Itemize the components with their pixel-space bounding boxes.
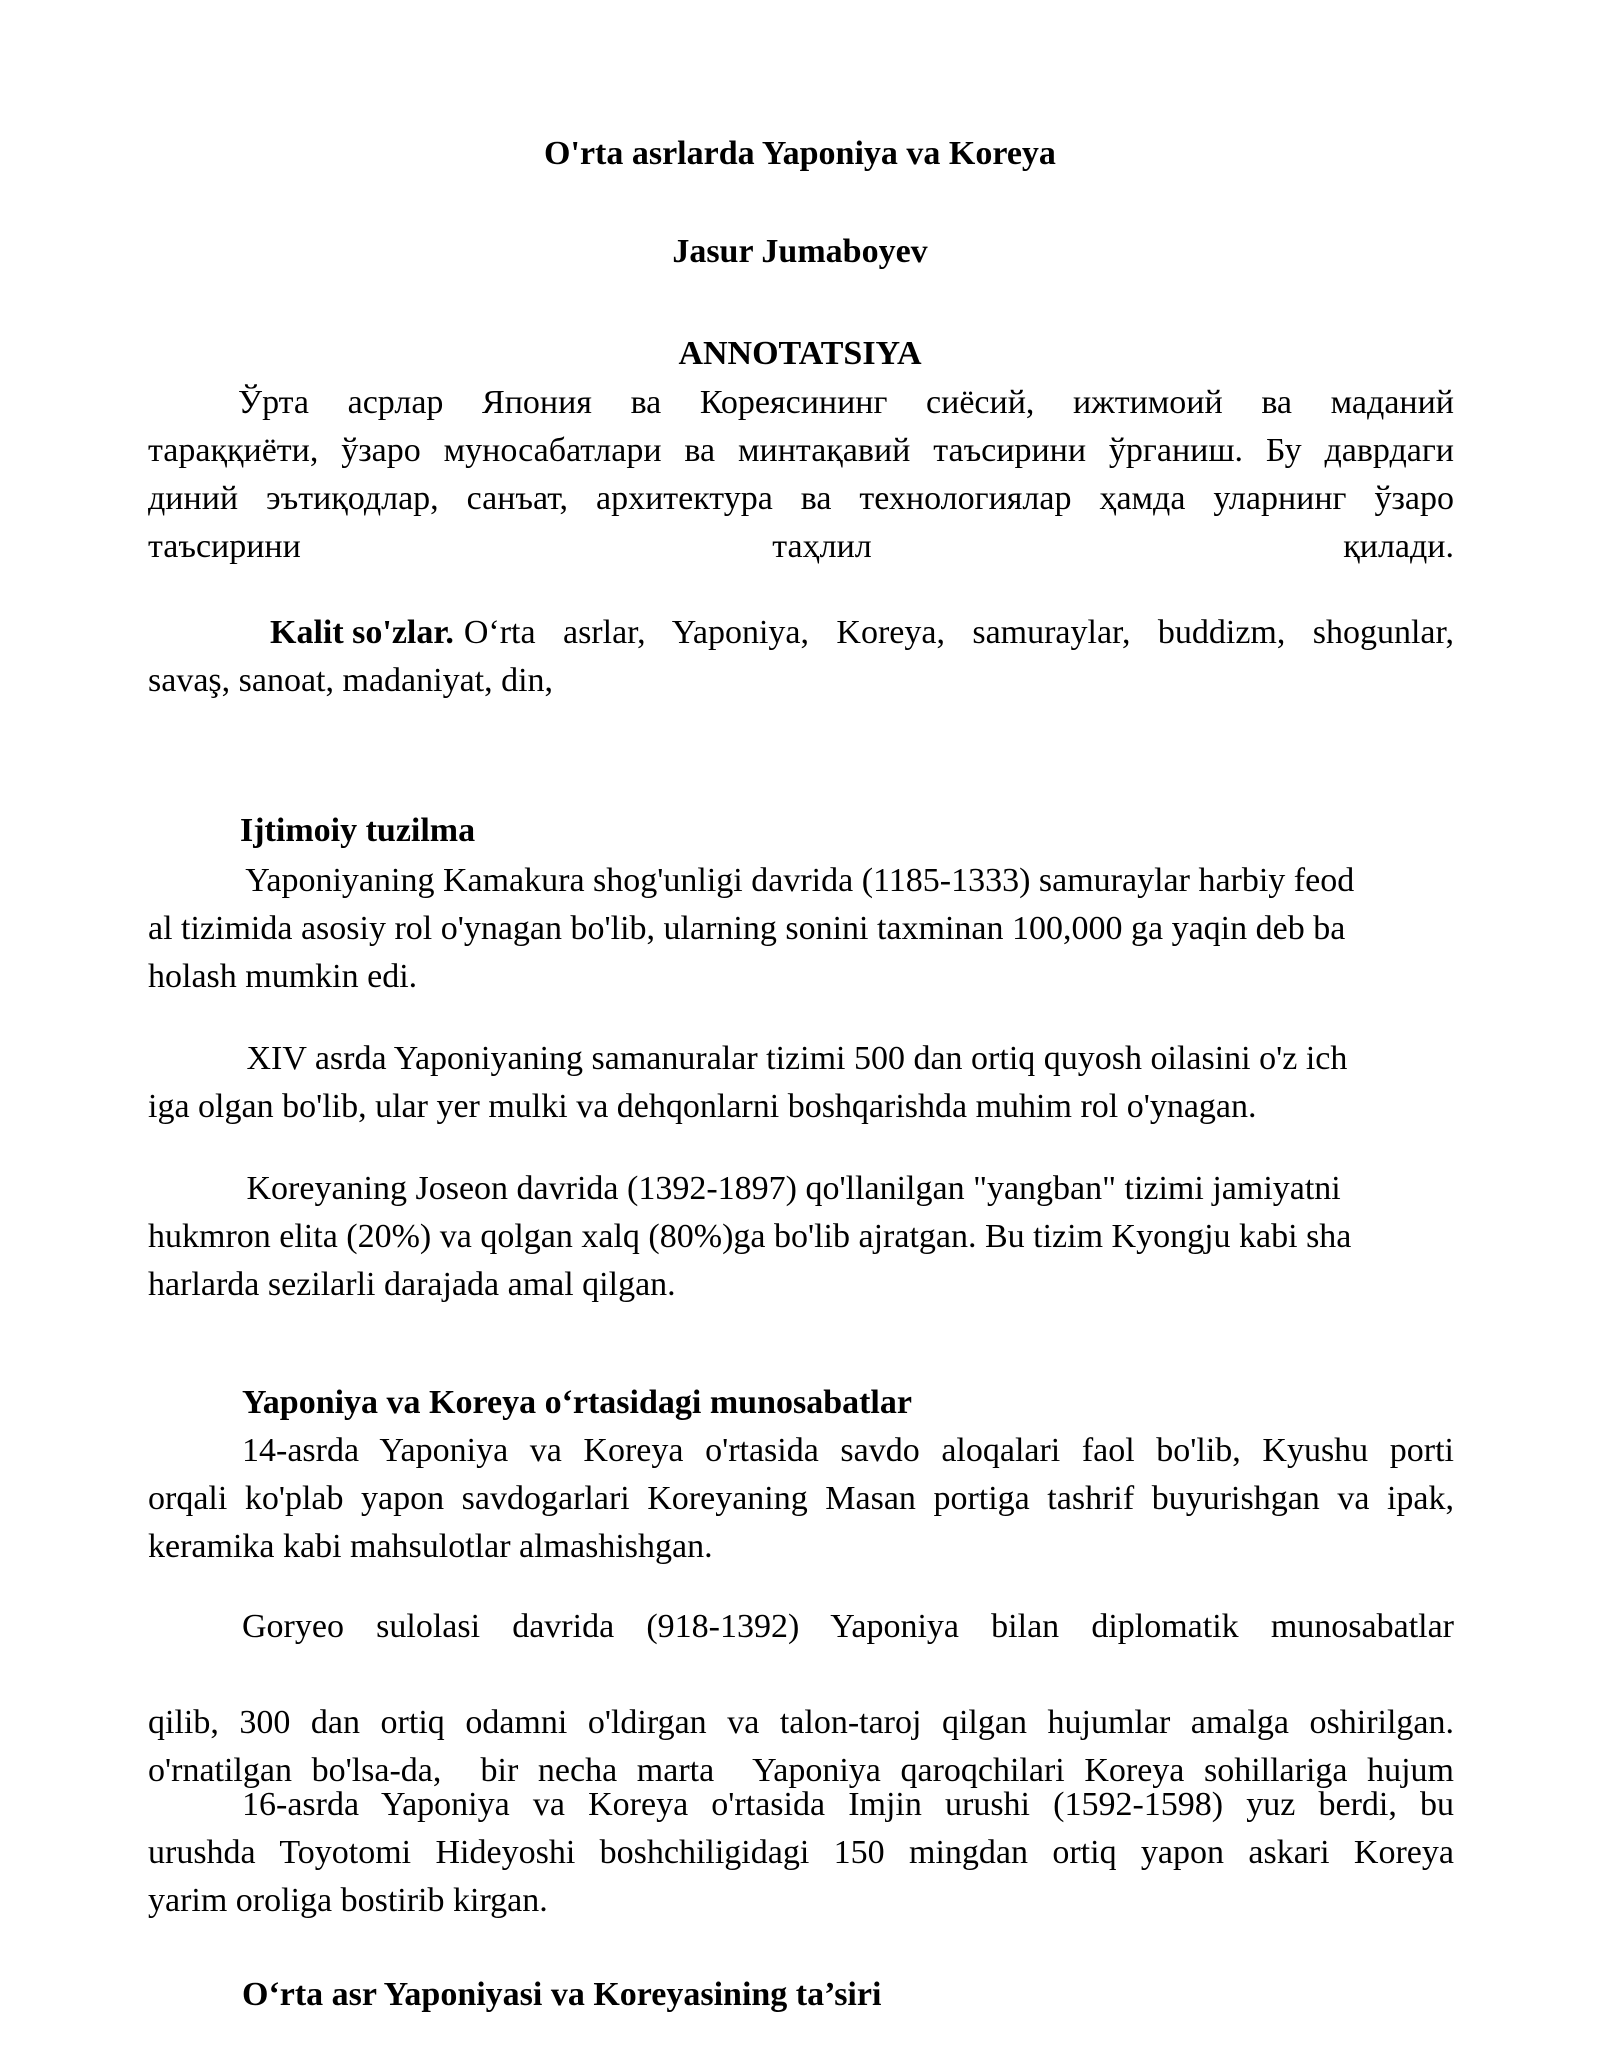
paragraph-line: Yaponiyaning Kamakura shog'unligi davrida (1185-1333) samuraylar harbiy feod — [238, 862, 1355, 899]
annotation-word: таъсирини — [148, 528, 301, 565]
document-title: O'rta asrlarda Yaponiya va Koreya — [544, 135, 1056, 172]
annotation-line-4 — [148, 523, 1454, 571]
paragraph-text: 14-asrda Yaponiya va Koreya o'rtasida savdo aloqalari faol bo'lib, Kyushu porti — [242, 1432, 1454, 1469]
annotation-word: қилади. — [1343, 528, 1454, 565]
annotation-heading: ANNOTATSIYA — [678, 335, 922, 372]
paragraph-text: Goryeo sulolasi davrida (918-1392) Yaponiya bilan diplomatik munosabatlar — [242, 1608, 1454, 1645]
author-name: Jasur Jumaboyev — [672, 233, 928, 270]
paragraph-text: orqali ko'plab yapon savdogarlari Koreyaning Masan portiga tashrif buyurishgan va ipak, — [148, 1480, 1454, 1517]
paragraph-line — [148, 1699, 1454, 1747]
keywords-label: Kalit so'zlar. — [270, 614, 454, 651]
section-heading-influence: O‘rta asr Yaponiyasi va Koreyasining ta’siri — [242, 1976, 882, 2013]
section-heading-relations: Yaponiya va Koreya o‘rtasidagi munosabatlar — [242, 1384, 912, 1421]
keywords-line-1 — [270, 609, 1454, 657]
paragraph-line: keramika kabi mahsulotlar almashishgan. — [148, 1528, 713, 1565]
paragraph-line: al tizimida asosiy rol o'ynagan bo'lib, ularning sonini taxminan 100,000 ga yaqin deb ba — [148, 910, 1346, 947]
paragraph-line — [148, 1475, 1454, 1523]
paragraph-line: Koreyaning Joseon davrida (1392-1897) qo'llanilgan "yangban" tizimi jamiyatni — [238, 1170, 1341, 1207]
paragraph-line — [242, 1427, 1454, 1475]
keywords-text: O‘rta asrlar, Yaponiya, Koreya, samuraylar, buddizm, shogunlar, — [463, 614, 1454, 651]
annotation-text: Ўрта асрлар Япония ва Кореясининг сиёсий, ижтимоий ва маданий — [238, 384, 1454, 421]
paragraph-line: yarim oroliga bostirib kirgan. — [148, 1882, 548, 1919]
paragraph-text: qilib, 300 dan ortiq odamni o'ldirgan va talon-taroj qilgan hujumlar amalga oshirilgan. — [148, 1704, 1454, 1741]
paragraph-line: hukmron elita (20%) va qolgan xalq (80%)ga bo'lib ajratgan. Bu tizim Kyongju kabi sha — [148, 1218, 1352, 1255]
paragraph-line: harlarda sezilarli darajada amal qilgan. — [148, 1266, 676, 1303]
paragraph-line — [242, 1781, 1454, 1829]
paragraph-line: iga olgan bo'lib, ular yer mulki va dehqonlarni boshqarishda muhim rol o'ynagan. — [148, 1088, 1257, 1125]
annotation-text: диний эътиқодлар, санъат, архитектура ва технологиялар ҳамда уларнинг ўзаро — [148, 480, 1454, 517]
annotation-line-2 — [148, 427, 1454, 475]
paragraph-line — [242, 1603, 1454, 1651]
annotation-line-3 — [148, 475, 1454, 523]
annotation-text: тараққиёти, ўзаро муносабатлари ва минтақавий таъсирини ўрганиш. Бу даврдаги — [148, 432, 1454, 469]
annotation-word: таҳлил — [772, 528, 872, 565]
paragraph-text: urushda Toyotomi Hideyoshi boshchiligidagi 150 mingdan ortiq yapon askari Koreya — [148, 1834, 1454, 1871]
paragraph-line — [148, 1829, 1454, 1877]
annotation-line-1 — [238, 379, 1454, 427]
paragraph-line: XIV asrda Yaponiyaning samanuralar tizimi 500 dan ortiq quyosh oilasini o'z ich — [238, 1040, 1348, 1077]
annotation-line — [238, 379, 1454, 427]
paragraph-line: holash mumkin edi. — [148, 958, 418, 995]
section-heading-social-structure: Ijtimoiy tuzilma — [240, 812, 476, 849]
keywords-line-2: savaş, sanoat, madaniyat, din, — [148, 662, 554, 699]
paragraph-text: o'rnatilgan bo'lsa-da, bir necha marta Yaponiya qaroqchilari Koreya sohillariga hujum — [148, 1752, 1454, 1789]
paragraph-text: 16-asrda Yaponiya va Koreya o'rtasida Imjin urushi (1592-1598) yuz berdi, bu — [242, 1786, 1454, 1823]
